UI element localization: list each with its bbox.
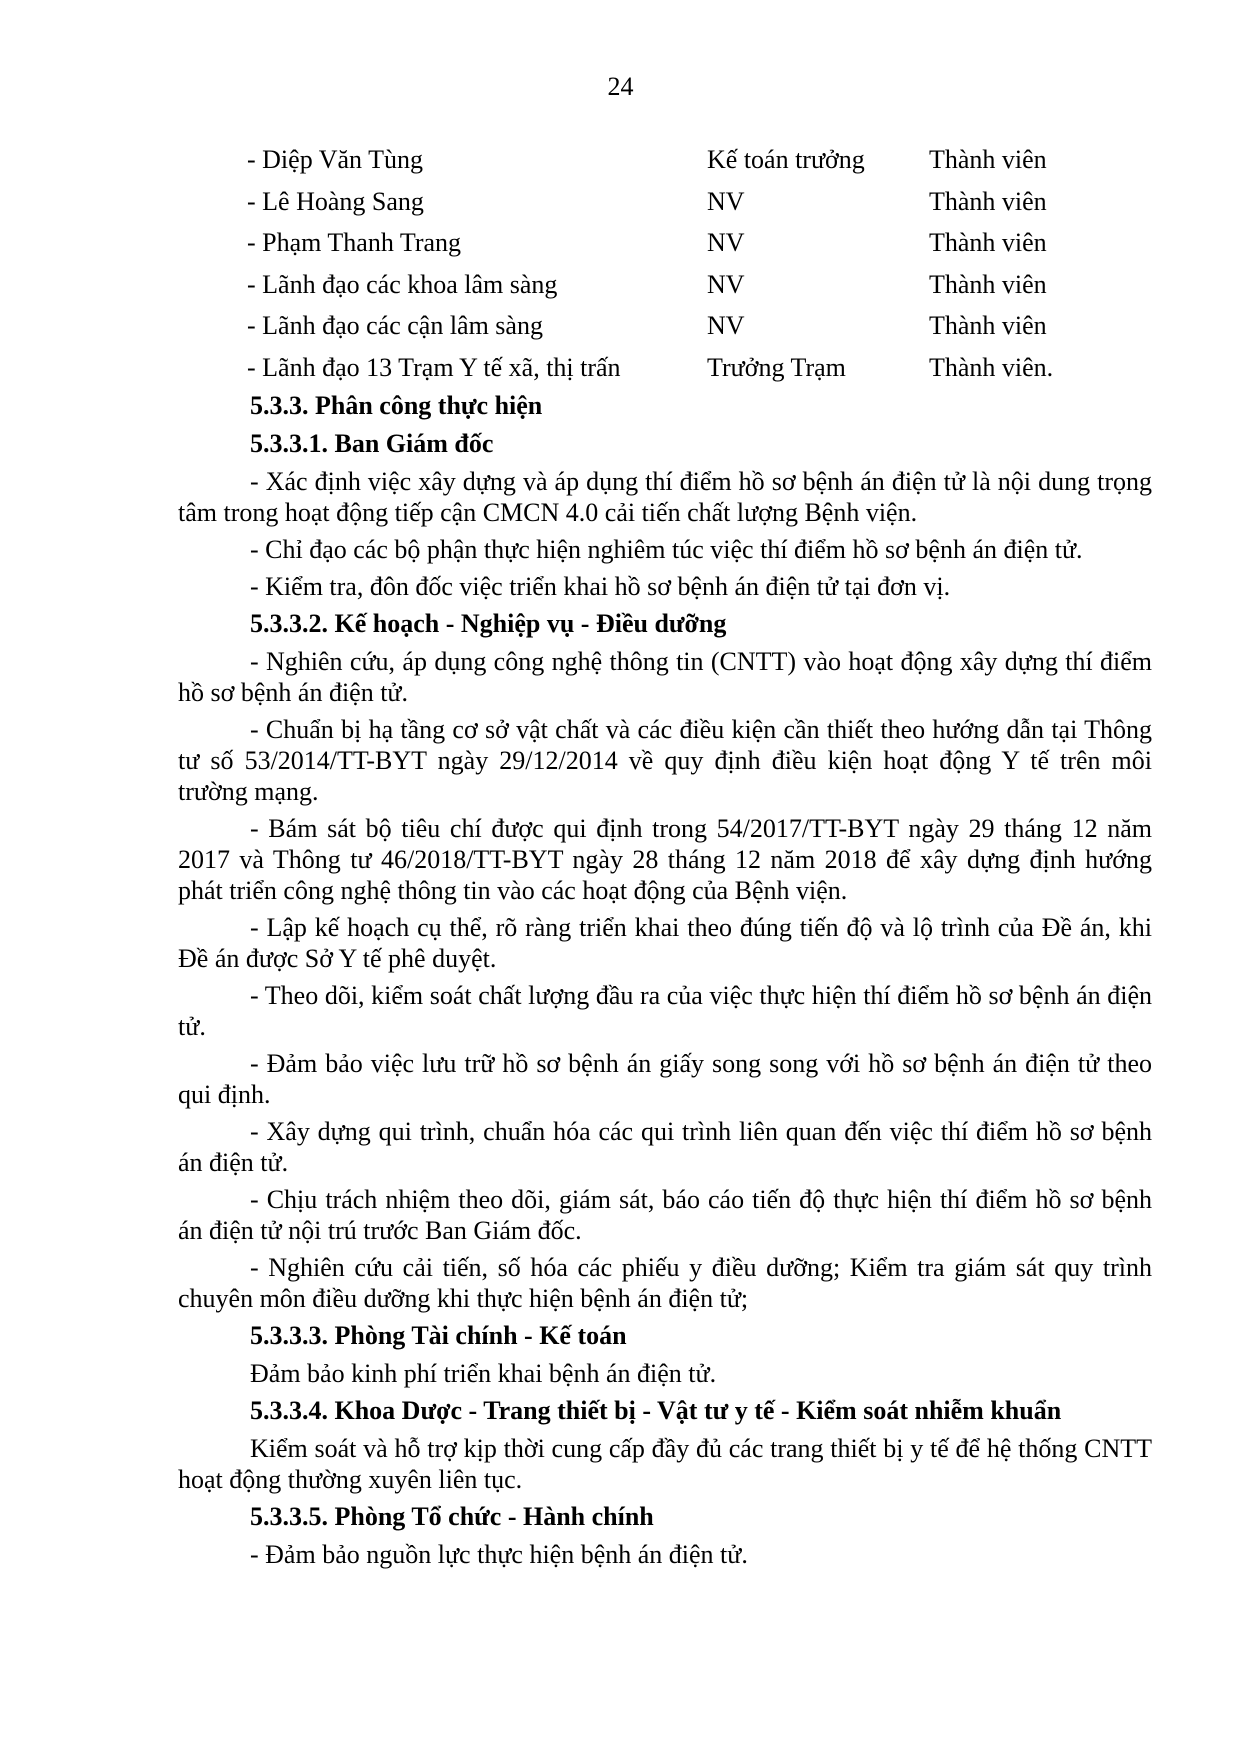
paragraph: - Xác định việc xây dựng và áp dụng thí điểm hồ sơ bệnh án điện tử là nội dung trọng tâm trong hoạt động tiếp cận CMCN 4.0 cải tiến chất lượng Bệnh viện. xyxy=(178,467,1152,527)
paragraph: - Kiểm tra, đôn đốc việc triển khai hồ sơ bệnh án điện tử tại đơn vị. xyxy=(250,572,951,601)
member-name: - Lãnh đạo các cận lâm sàng xyxy=(247,311,543,340)
paragraph: - Chịu trách nhiệm theo dõi, giám sát, báo cáo tiến độ thực hiện thí điểm hồ sơ bệnh án điện tử nội trú trước Ban Giám đốc. xyxy=(178,1185,1152,1245)
paragraph: Đảm bảo kinh phí triển khai bệnh án điện tử. xyxy=(250,1359,717,1388)
section-heading: 5.3.3.3. Phòng Tài chính - Kế toán xyxy=(250,1321,627,1350)
member-name: - Lê Hoàng Sang xyxy=(247,186,424,216)
paragraph: - Lập kế hoạch cụ thể, rõ ràng triển khai theo đúng tiến độ và lộ trình của Đề án, khi Đề án được Sở Y tế phê duyệt. xyxy=(178,913,1152,973)
member-role: Thành viên xyxy=(929,228,1047,257)
paragraph: - Nghiên cứu cải tiến, số hóa các phiếu y điều dưỡng; Kiểm tra giám sát quy trình chuyên môn điều dưỡng khi thực hiện bệnh án điện tử; xyxy=(178,1253,1152,1313)
member-name: - Phạm Thanh Trang xyxy=(247,228,462,257)
paragraph: - Đảm bảo nguồn lực thực hiện bệnh án điện tử. xyxy=(250,1540,748,1569)
page-number: 24 xyxy=(607,72,634,101)
member-role: Thành viên xyxy=(929,311,1047,340)
member-role: Thành viên xyxy=(929,269,1047,299)
paragraph: - Bám sát bộ tiêu chí được qui định trong 54/2017/TT-BYT ngày 29 tháng 12 năm 2017 và Thông tư 46/2018/TT-BYT ngày 28 tháng 12 năm 2018 để xây dựng định hướng phát triển công nghệ thông tin vào các hoạt động của Bệnh viện. xyxy=(178,814,1152,905)
member-name: - Diệp Văn Tùng xyxy=(247,145,423,174)
section-heading: 5.3.3.4. Khoa Dược - Trang thiết bị - Vật tư y tế - Kiểm soát nhiễm khuẩn xyxy=(250,1396,1062,1425)
section-heading: 5.3.3.2. Kế hoạch - Nghiệp vụ - Điều dưỡng xyxy=(250,609,727,638)
member-position: NV xyxy=(707,311,745,340)
section-heading: 5.3.3. Phân công thực hiện xyxy=(250,391,543,420)
section-heading: 5.3.3.5. Phòng Tổ chức - Hành chính xyxy=(250,1502,654,1531)
member-name: - Lãnh đạo 13 Trạm Y tế xã, thị trấn xyxy=(247,352,621,382)
document-body xyxy=(178,390,1152,1576)
member-position: NV xyxy=(707,186,745,216)
section-heading: 5.3.3.1. Ban Giám đốc xyxy=(250,429,494,458)
paragraph: - Chuẩn bị hạ tầng cơ sở vật chất và các điều kiện cần thiết theo hướng dẫn tại Thông tư số 53/2014/TT-BYT ngày 29/12/2014 về quy định điều kiện hoạt động Y tế trên môi trường mạng. xyxy=(178,715,1152,806)
member-role: Thành viên. xyxy=(929,352,1054,382)
member-position: Kế toán trưởng xyxy=(707,145,865,174)
member-role: Thành viên xyxy=(929,145,1047,174)
member-role: Thành viên xyxy=(929,186,1047,216)
paragraph: - Xây dựng qui trình, chuẩn hóa các qui trình liên quan đến việc thí điểm hồ sơ bệnh án điện tử. xyxy=(178,1117,1152,1177)
paragraph: Kiểm soát và hỗ trợ kịp thời cung cấp đầy đủ các trang thiết bị y tế để hệ thống CNTT hoạt động thường xuyên liên tục. xyxy=(178,1434,1152,1494)
paragraph: - Nghiên cứu, áp dụng công nghệ thông tin (CNTT) vào hoạt động xây dựng thí điểm hồ sơ bệnh án điện tử. xyxy=(178,647,1152,707)
member-position: NV xyxy=(707,269,745,299)
member-position: Trưởng Trạm xyxy=(707,352,846,382)
member-position: NV xyxy=(707,228,745,257)
paragraph: - Chỉ đạo các bộ phận thực hiện nghiêm túc việc thí điểm hồ sơ bệnh án điện tử. xyxy=(250,535,1083,564)
paragraph: - Đảm bảo việc lưu trữ hồ sơ bệnh án giấy song song với hồ sơ bệnh án điện tử theo qui định. xyxy=(178,1049,1152,1109)
paragraph: - Theo dõi, kiểm soát chất lượng đầu ra của việc thực hiện thí điểm hồ sơ bệnh án điện tử. xyxy=(178,981,1152,1041)
member-name: - Lãnh đạo các khoa lâm sàng xyxy=(247,269,558,299)
